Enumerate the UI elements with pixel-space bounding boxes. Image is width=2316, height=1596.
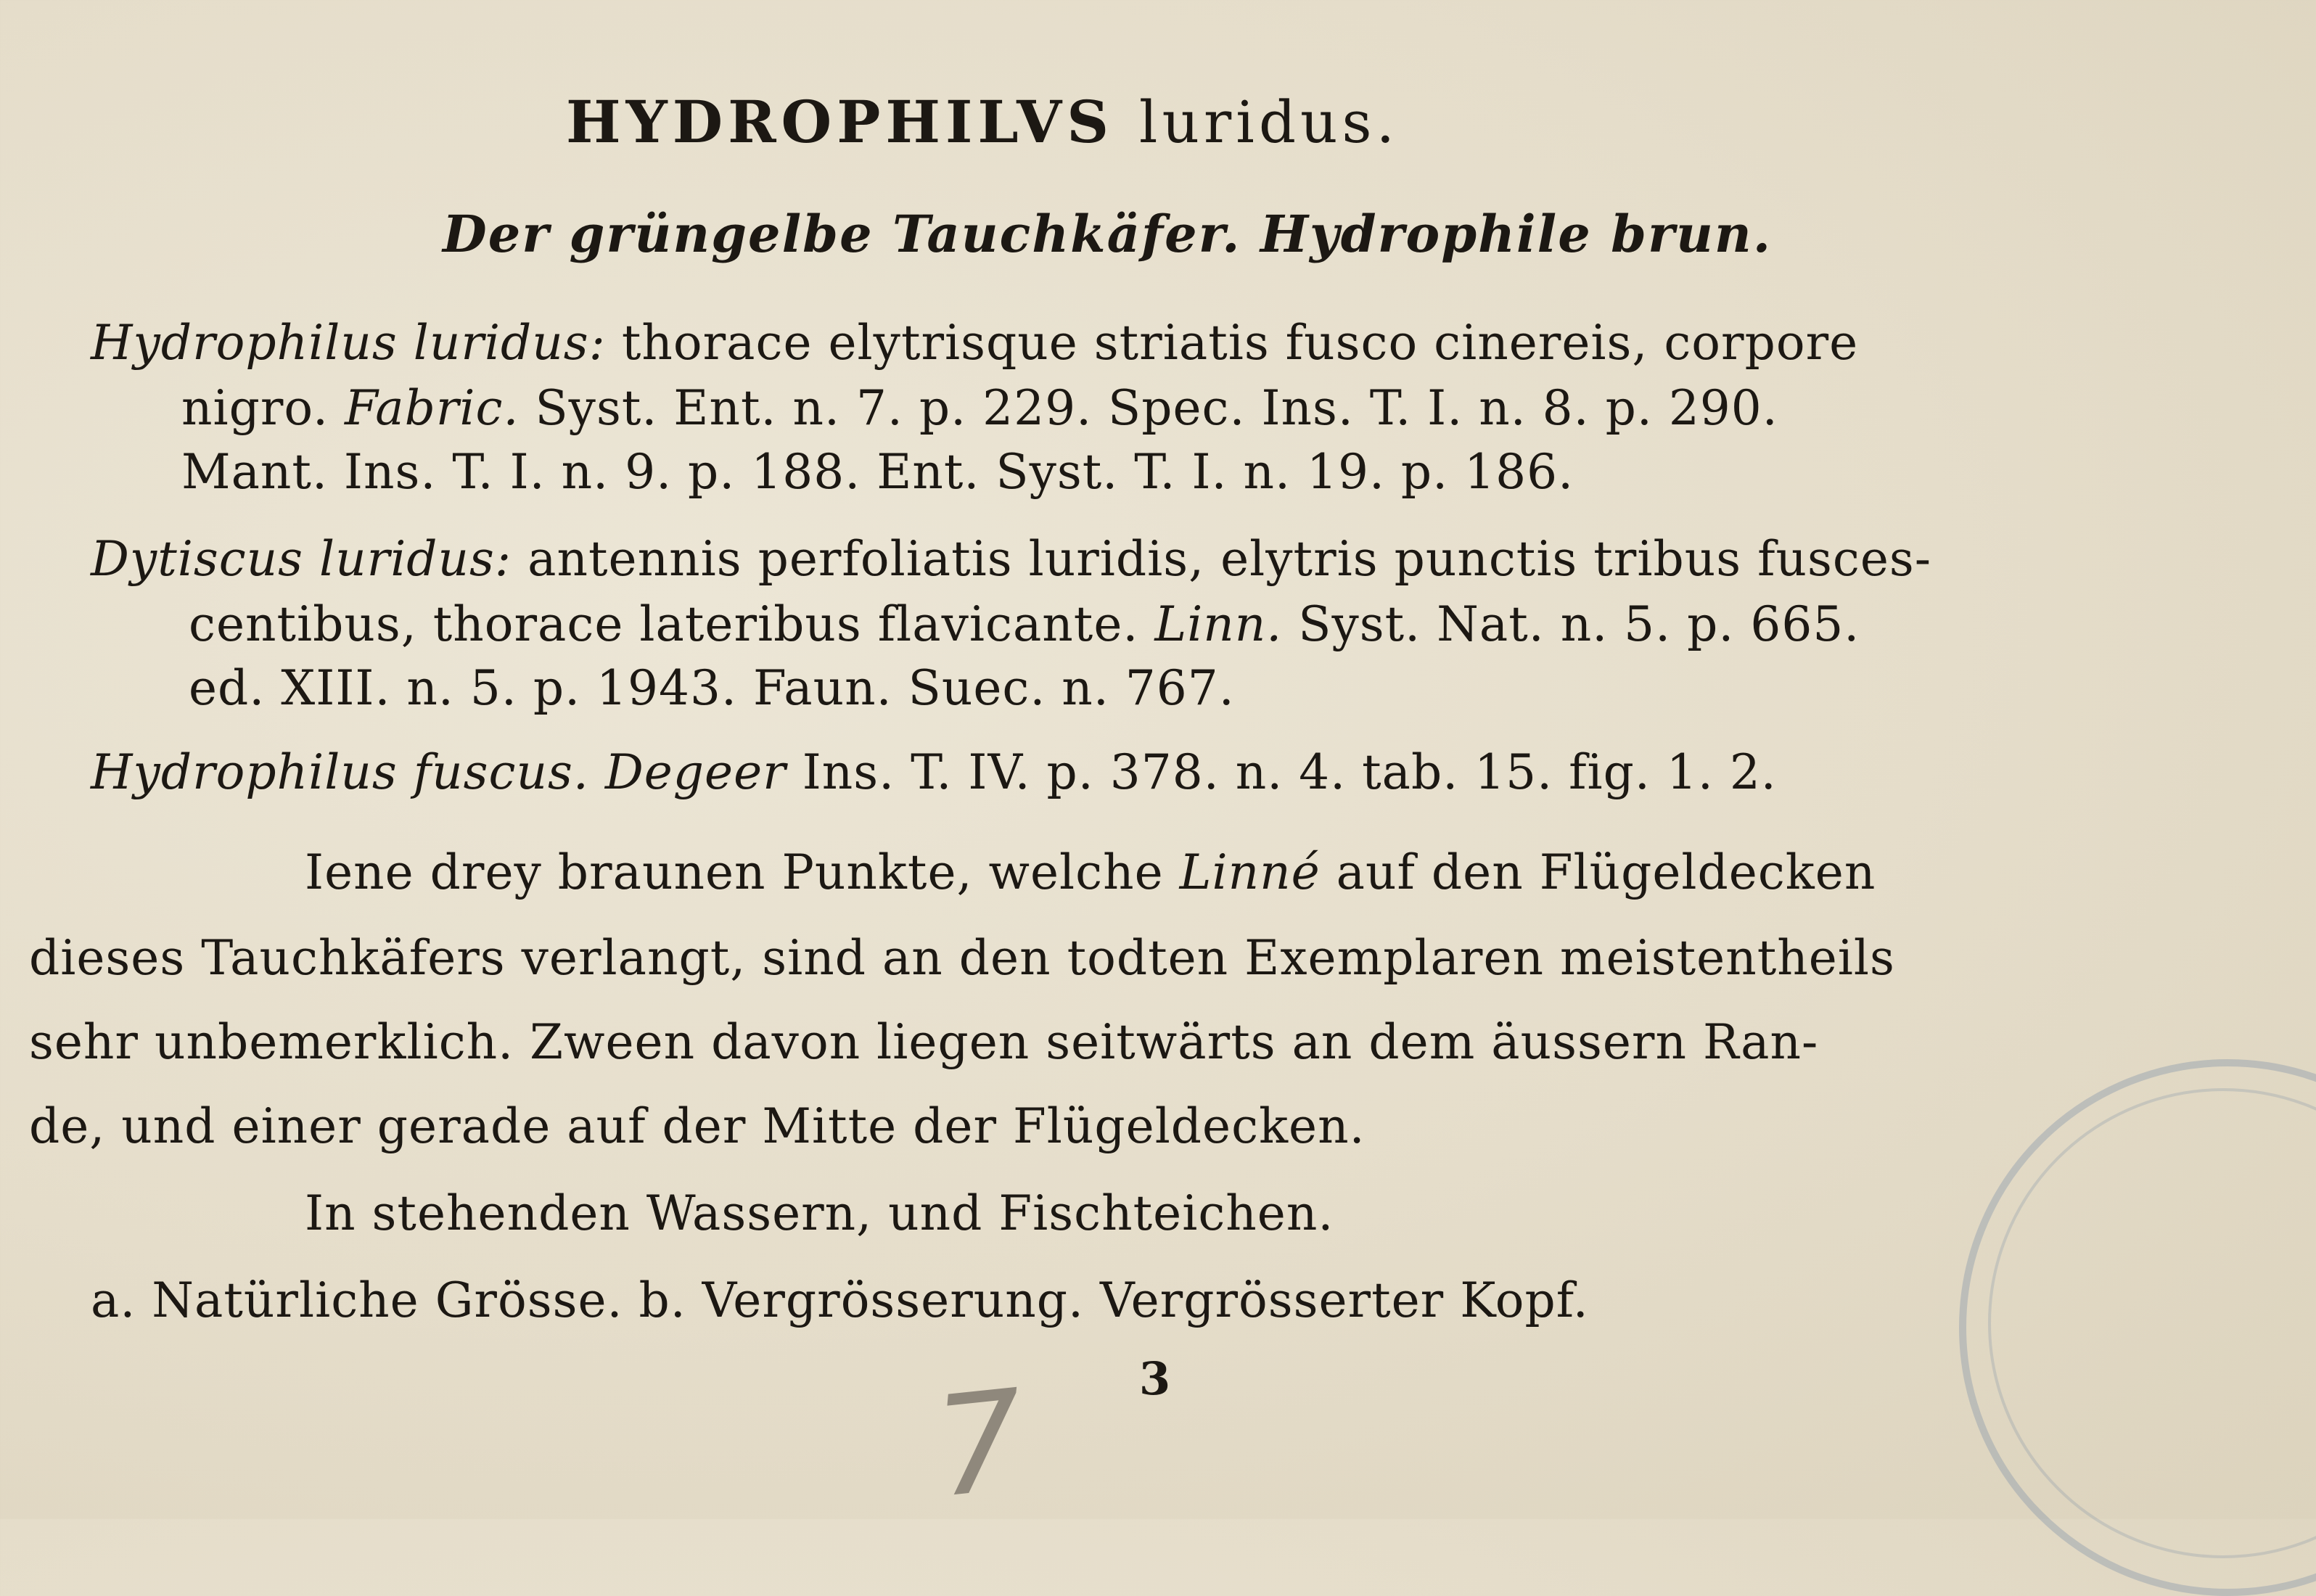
synonym-2-line-2: [189, 596, 1860, 652]
synonym-3-line-1: [91, 744, 1777, 800]
description-text: Iene drey braunen Punkte, welche: [305, 844, 1164, 900]
synonym-3-label: Hydrophilus fuscus.: [91, 744, 589, 800]
synonym-2-text: centibus, thorace lateribus flavicante.: [189, 596, 1139, 652]
synonym-2-line-3: ed. XIII. n. 5. p. 1943. Faun. Suec. n. 767.: [189, 660, 1235, 716]
description-line-3: sehr unbemerklich. Zween davon liegen seitwärts an dem äussern Ran-: [29, 1014, 1819, 1070]
synonym-1-text: thorace elytrisque striatis fusco cinereis, corpore: [621, 315, 1859, 371]
page-subtitle: Der grüngelbe Tauchkäfer. Hydrophile brun.: [443, 204, 1773, 264]
synonym-1-author: Fabric.: [344, 380, 520, 436]
page-title: [566, 88, 1400, 156]
title-genus: HYDROPHILVS: [566, 88, 1114, 156]
description-line-1: [305, 844, 1876, 900]
synonym-2-text: antennis perfoliatis luridis, elytris punctis tribus fusces-: [527, 531, 1932, 587]
synonym-3-citation: Ins. T. IV. p. 378. n. 4. tab. 15. fig. 1. 2.: [802, 744, 1777, 800]
title-species: luridus.: [1138, 89, 1400, 156]
synonym-1-text: nigro.: [181, 380, 329, 436]
synonym-2-line-1: [91, 531, 1932, 587]
habitat-line: In stehenden Wassern, und Fischteichen.: [305, 1185, 1334, 1241]
pencil-annotation: 7: [927, 1360, 1032, 1529]
description-line-4: de, und einer gerade auf der Mitte der Flügeldecken.: [29, 1098, 1366, 1154]
synonym-1-line-1: [91, 315, 1859, 371]
synonym-2-author: Linn.: [1154, 596, 1283, 652]
synonym-2-citation: Syst. Nat. n. 5. p. 665.: [1298, 596, 1860, 652]
description-author: Linné: [1179, 844, 1321, 900]
synonym-1-citation: Syst. Ent. n. 7. p. 229. Spec. Ins. T. I. n. 8. p. 290.: [535, 380, 1778, 436]
synonym-1-line-3: Mant. Ins. T. I. n. 9. p. 188. Ent. Syst. T. I. n. 19. p. 186.: [181, 444, 1574, 500]
synonym-2-label: Dytiscus luridus:: [91, 531, 512, 587]
page-number: 3: [1139, 1352, 1172, 1405]
description-line-2: dieses Tauchkäfers verlangt, sind an den todten Exemplaren meistentheils: [29, 930, 1895, 986]
description-text: auf den Flügeldecken: [1336, 844, 1876, 900]
synonym-1-line-2: [181, 380, 1778, 436]
synonym-3-author: Degeer: [604, 744, 787, 800]
figure-legend: a. Natürliche Grösse. b. Vergrösserung. Vergrösserter Kopf.: [91, 1272, 1589, 1328]
synonym-1-label: Hydrophilus luridus:: [91, 315, 606, 371]
